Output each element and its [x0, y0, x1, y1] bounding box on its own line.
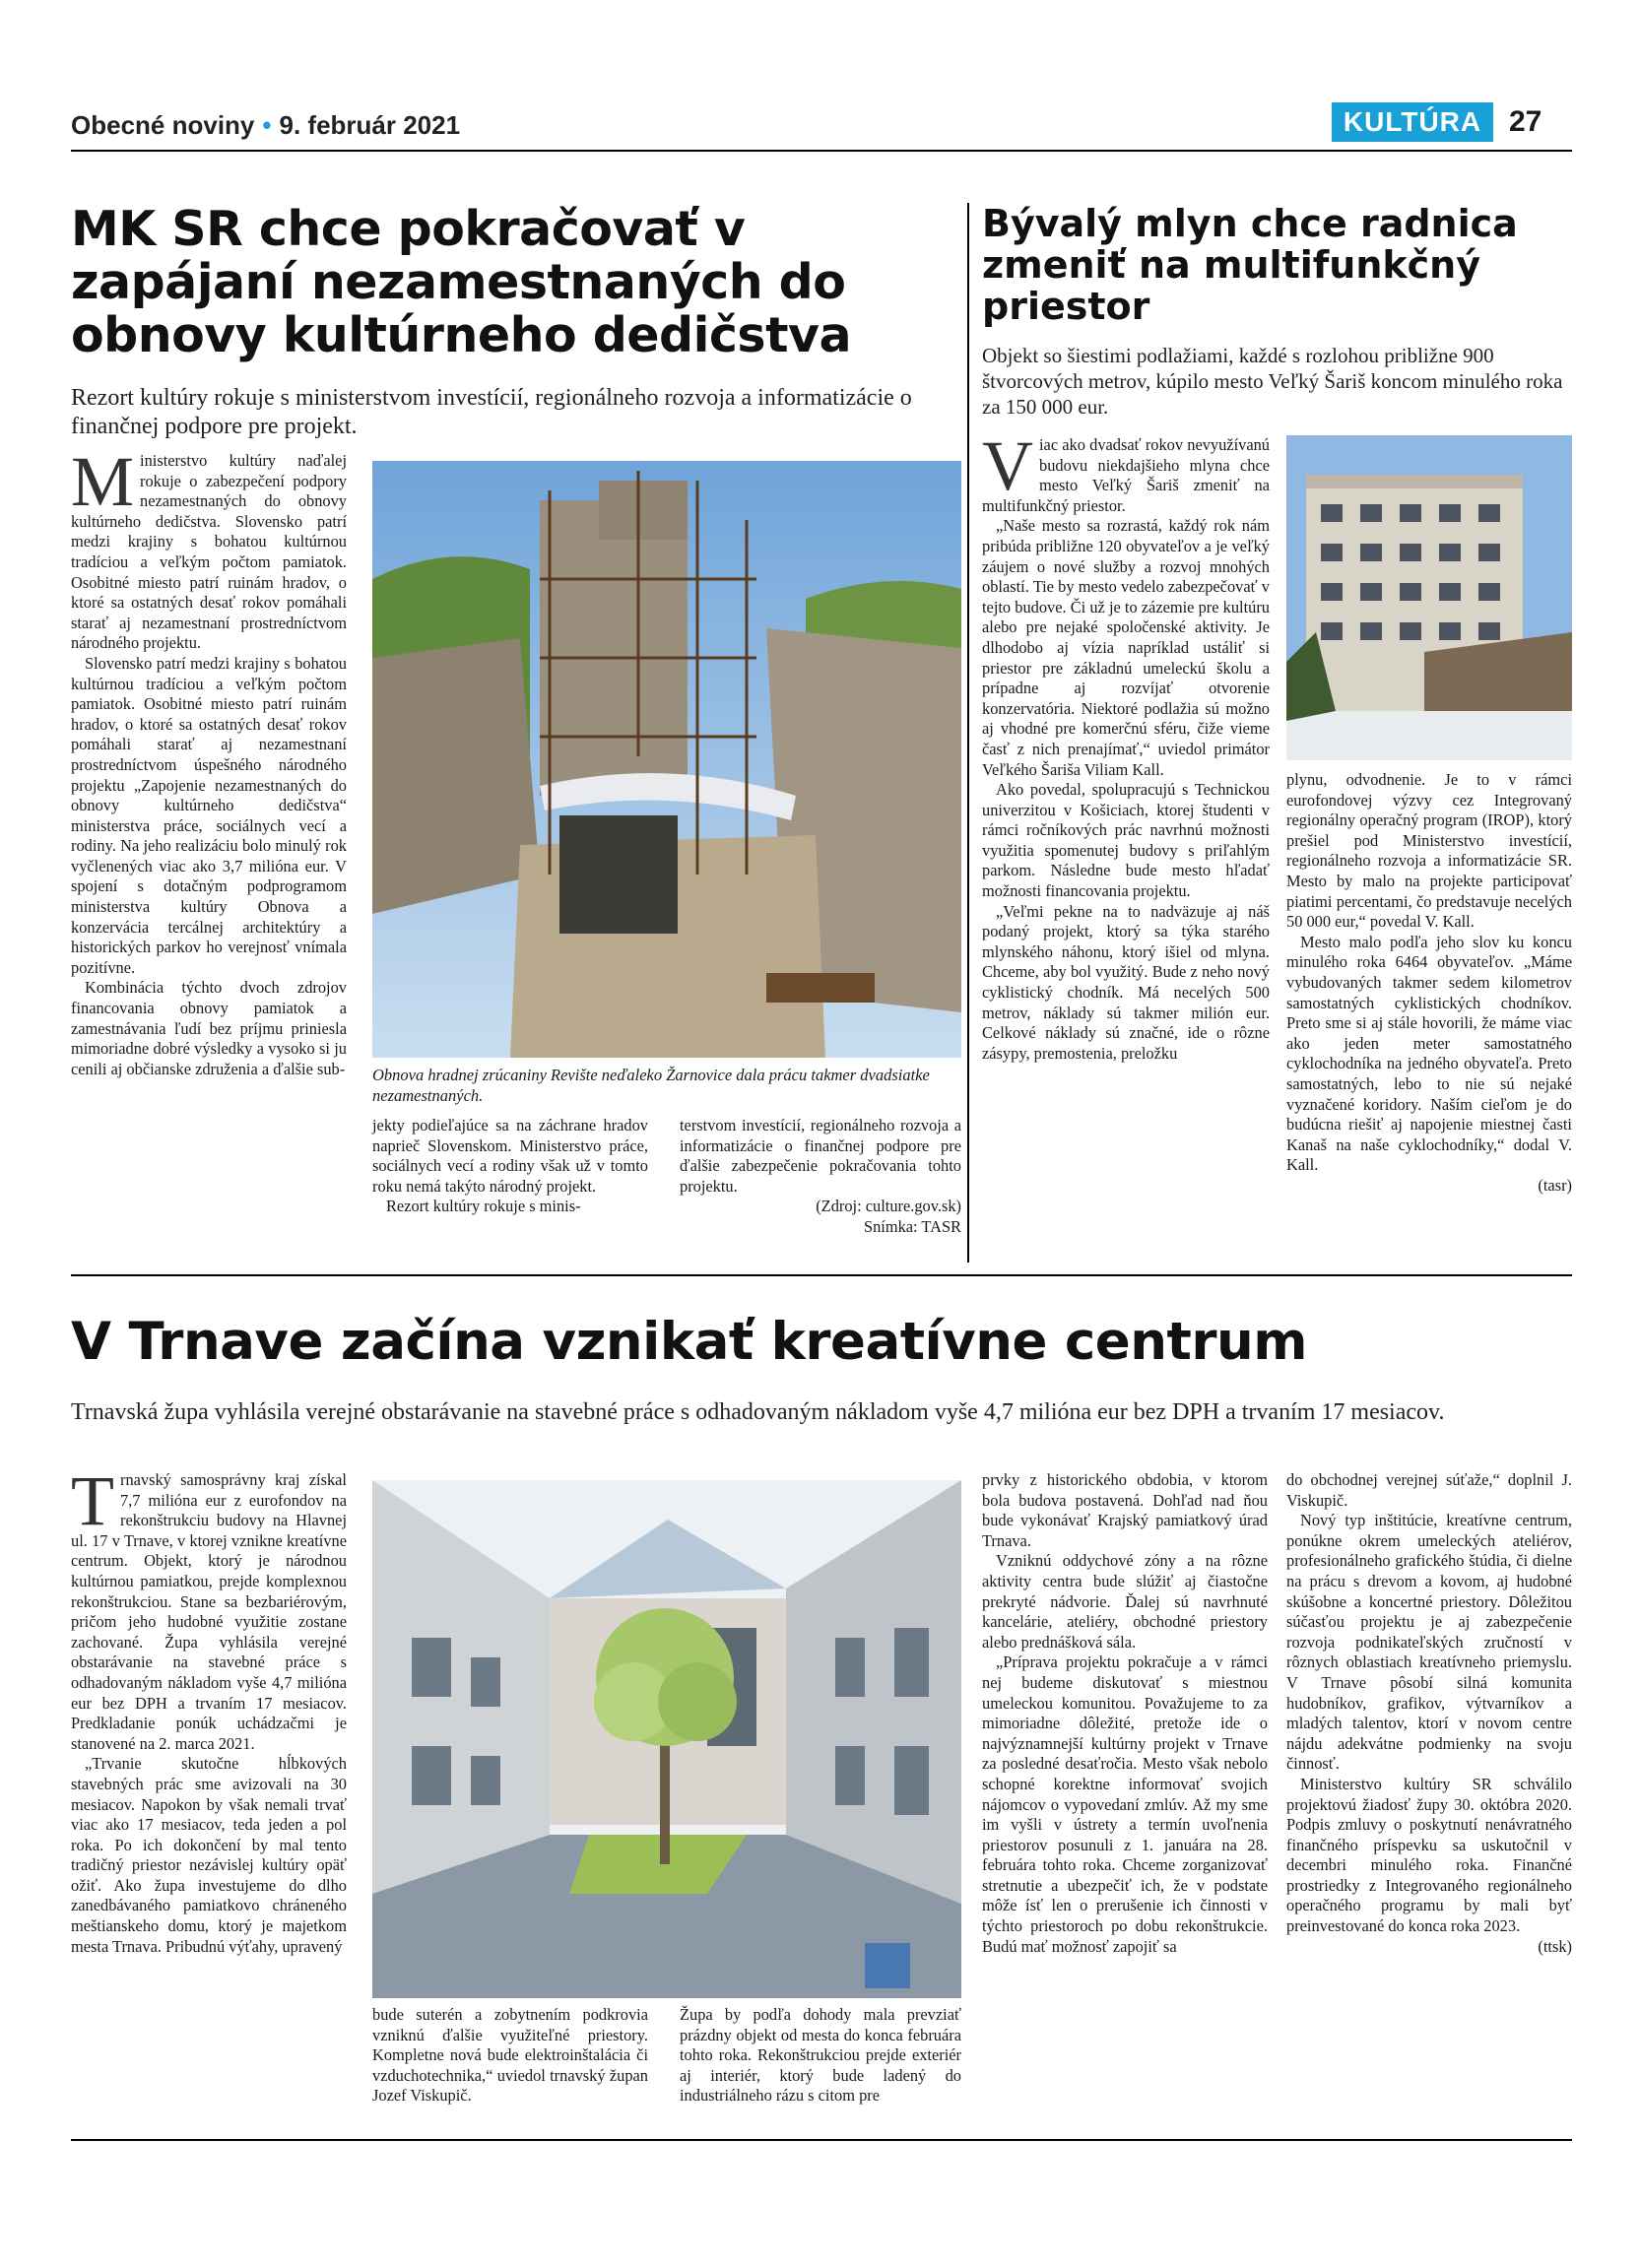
- header-rule: [71, 150, 1572, 152]
- drop-cap: M: [71, 442, 135, 521]
- article3-lead: Trnavská župa vyhlásila verejné obstarávanie na stavebné práce s odhadovaným nákladom vyše 4,7 milióna eur bez DPH a trvaním 17 mesiacov.: [71, 1399, 1445, 1425]
- article2-col2: plynu, odvodnenie. Je to v rámci eurofondovej výzvy cez Integrovaný regionálny operačný program (IROP), ktorý prešiel pod Ministerstvo investícií, regionálneho rozvoja a informatizácie SR. Mesto by malo na projekte participovať piatimi percentami, čo predstavuje necelých 50 000 eur,“ povedal V. Kall. Mesto malo podľa jeho slov ku koncu minulého roka 6464 obyvateľov. „Máme vybudovaných takmer sedem kilometrov samostatných cyklistických chodníkov. Preto sme si aj stále hovorili, že máme viac ako jeden meter samostatného cyklochodníka na jedného obyvateľa. Preto samostatných, lebo to nie sú nejaké vyznačené koridory. Naším cieľom je do budúcna riešiť aj napojenie miestnej časti Kanaš na naše cyklochodníky,“ dodal V. Kall. (tasr): [1286, 770, 1572, 1195]
- page-number: 27: [1509, 105, 1542, 138]
- article1-col1: Ministerstvo kultúry naďalej rokuje o zabezpečení podpory nezamestnaných do obnovy kultúrneho dedičstva. Slovensko patrí medzi krajiny s bohatou kultúrnou tradíciou a veľkým počtom pamiatok. Osobitné miesto patrí ruinám hradov, o ktoré sa ostatných desať rokov pomáhali starať aj nezamestnaní prostredníctvom národného projektu. Slovensko patrí medzi krajiny s bohatou kultúrnou tradíciou a veľkým počtom pamiatok. Osobitné miesto patrí ruinám hradov, o ktoré sa ostatných desať rokov pomáhali starať aj nezamestnaní prostredníctvom úspešného národného projektu „Zapojenie nezamestnaných do obnovy kultúrneho dedičstva“ ministerstva práce, sociálnych vecí a rodiny. Na jeho realizáciu bolo minulý rok vyčlenených viac ako 3,7 milióna eur. V spojení s dotačným podprogramom ministerstva kultúry Obnova a konzervácia tercálnej architektúry a historických parkov ho verejnosť vnímala pozitívne. Kombinácia týchto dvoch zdrojov financovania obnovy pamiatok a zamestnávania ľudí bez príjmu priniesla mimoriadne dobré výsledky a vysoko si ju cenili aj občianske združenia a ďalšie sub-: [71, 442, 347, 1078]
- article3-col2: bude suterén a zobytnením podkrovia vzniknú ďalšie využiteľné priestory. Kompletne nová bude elektroinštalácia či vzduchotechnika,“ uviedol trnavský župan Jozef Viskupič.: [372, 2005, 648, 2106]
- article3-title: V Trnave začína vznikať kreatívne centrum: [71, 1312, 1307, 1372]
- article1-photo-caption: Obnova hradnej zrúcaniny Revište neďaleko Žarnovice dala prácu takmer dvadsiatke nezamestnaných.: [372, 1066, 930, 1105]
- section-tag: KULTÚRA: [1332, 102, 1493, 142]
- article3-signature: (ttsk): [1538, 1936, 1572, 1956]
- footer-rule: [71, 2139, 1572, 2141]
- article1-source: (Zdroj: culture.gov.sk): [816, 1197, 961, 1216]
- article-separator: [71, 1274, 1572, 1276]
- castle-ruin-photo: [372, 461, 961, 1058]
- article2-signature: (tasr): [1538, 1175, 1572, 1195]
- article1-lead: Rezort kultúry rokuje s ministerstvom investícií, regionálneho rozvoja a informatizácie o finančnej podpore pre projekt.: [71, 385, 912, 439]
- mill-building-photo: [1286, 435, 1572, 760]
- issue-date: 9. február 2021: [279, 110, 461, 140]
- drop-cap: V: [982, 426, 1033, 505]
- article1-photo-credit: Snímka: TASR: [863, 1216, 961, 1236]
- article2-col1: Viac ako dvadsať rokov nevyužívanú budovu niekdajšieho mlyna chce mesto Veľký Šariš zmeniť na multifunkčný priestor. „Naše mesto sa rozrastá, každý rok nám pribúda približne 120 obyvateľov a je veľký záujem o nové služby a rozvoj mnohých oblastí. Tie by mesto vedelo zabezpečovať v tejto budove. Či už je to zázemie pre kultúru alebo pre nejaké spoločenské aktivity. Je dlhodobo aj vízia napríklad ustáliť si priestor pre základnú umeleckú školu a prípadne aj rozvíjať otvorenie konzervatória. Niektoré podlažia sú možno aj vhodné pre komerčnú sféru, čiže vieme časť z nich prenajímať,“ uviedol primátor Veľkého Šariša Viliam Kall. Ako povedal, spolupracujú s Technickou univerzitou v Košiciach, ktorej študenti v rámci ročníkových prác navrhnú možnosti využitia spomenutej budovy s priľahlým parkom. Následne bude mesto hľadať možnosti financovania projektu. „Veľmi pekne na to nadväzuje aj náš podaný projekt, ktorý sa týka starého mlynského náhonu, ktorý išiel od mlyna. Chceme, aby bol využitý. Bude z neho nový cyklistický chodník. Má necelých 500 metrov, náklady sú takmer milión eur. Celkové náklady sú značné, ide o rôzne zásypy, premostenia, preložku: [982, 426, 1270, 1063]
- article1-col2: jekty podieľajúce sa na záchrane hradov naprieč Slovenskom. Ministerstvo práce, sociálnych vecí a rodiny však už v tomto roku nemá takýto národný projekt. Rezort kultúry rokuje s minis-: [372, 1116, 648, 1216]
- article2-title: Bývalý mlyn chce radnica zmeniť na multifunkčný priestor: [982, 202, 1518, 328]
- masthead: [71, 110, 460, 141]
- article2-lead: Objekt so šiestimi podlažiami, každé s rozlohou približne 900 štvorcových metrov, kúpilo mesto Veľký Šariš koncom minulého roka za 150 000 eur.: [982, 344, 1563, 419]
- article3-col5: do obchodnej verejnej súťaže,“ doplnil J. Viskupič. Nový typ inštitúcie, kreatívne centrum, ponúkne okrem umeleckých ateliérov, profesionálneho grafického štúdia, či dielne na prácu s drevom a kovom, aj hudobné skúšobne a koncertné priestory. Dôležitou súčasťou projektu je aj zabezpečenie rozvoja podnikateľských zručností v rôznych oblastiach kreatívneho priemyslu. V Trnave pôsobí silná komunita hudobníkov, grafikov, výtvarníkov a mladých talentov, ktorí v novom centre nájdu adekvátne podmienky na svoju činnosť. Ministerstvo kultúry SR schválilo projektovú žiadosť župy 30. októbra 2020. Podpis zmluvy o poskytnutí nenávratného finančného príspevku sa uskutočnil v decembri minulého roka. Finančné prostriedky z Integrovaného regionálneho operačného programu by mali byť preinvestované do konca roka 2023. (ttsk): [1286, 1470, 1572, 1956]
- article1-title: MK SR chce pokračovať v zapájaní nezamestnaných do obnovy kultúrneho dedičstva: [71, 201, 852, 363]
- drop-cap: T: [71, 1461, 114, 1540]
- article3-col4: prvky z historického obdobia, v ktorom bola budova postavená. Dohľad nad ňou bude vykonávať Krajský pamiatkový úrad Trnava. Vzniknú oddychové zóny a na rôzne aktivity centra bude slúžiť aj čiastočne prekryté nádvorie. Ďalej sú navrhnuté kancelárie, ateliéry, obchodné priestory alebo prednášková sála. „Príprava projektu pokračuje a v rámci nej budeme diskutovať s miestnou umeleckou komunitou. Považujeme to za mimoriadne dôležité, pretože ide o najvýznamnejší kultúrny projekt v Trnave za posledné desaťročia. Mesto však nebolo schopné korektne informovať svojich nájomcov o vypovedaní zmlúv. Až my sme im vyšli v ústrety a termín uvoľnenia priestorov posunuli z 1. januára na 28. februára tohto roka. Chceme zorganizovať stretnutie a ubezpečiť ich, že v podstate môže ísť len o prerušenie ich činnosti v týchto priestoroch po dobu rekonštrukcie. Budú mať možnosť zapojiť sa: [982, 1470, 1268, 1956]
- article1-col3: terstvom investícií, regionálneho rozvoja a informatizácie o finančnej podpore pre ďalšie zabezpečenie pokračovania tohto projektu. (Zdroj: culture.gov.sk) Snímka: TASR: [680, 1116, 961, 1236]
- courtyard-rendering: [372, 1480, 961, 1998]
- separator-dot-icon: •: [262, 110, 272, 140]
- article3-col1: Trnavský samosprávny kraj získal 7,7 milióna eur z eurofondov na rekonštrukciu budovy na Hlavnej ul. 17 v Trnave, v ktorej vznikne kreatívne centrum. Objekt, ktorý je národnou kultúrnou pamiatkou, prejde komplexnou rekonštrukciou. Stane sa bezbariérovým, pričom jeho hudobné využitie zostane zachované. Župa vyhlásila verejné obstarávanie na stavebné práce s odhadovaným nákladom vyše 4,7 milióna eur bez DPH a trvaním 17 mesiacov. Predkladanie ponúk uchádzačmi je stanovené na 2. marca 2021. „Trvanie skutočne hĺbkových stavebných prác sme avizovali na 30 mesiacov. Napokon by však nemali trvať viac ako 17 mesiacov, teda jeden a pol roka. Po ich dokončení by mal tento tradičný priestor nezávislej kultúry opäť ožiť. Ako župa investujeme do dlho zanedbávaného pamiatkovo chráneného meštianskeho domu, ktorý je majetkom mesta Trnava. Pribudnú výťahy, upravený: [71, 1461, 347, 1956]
- article3-col3: Župa by podľa dohody mala prevziať prázdny objekt od mesta do konca februára tohto roka. Rekonštrukciou prejde exteriér aj interiér, ktorý bude ladený do industriálneho rázu s citom pre: [680, 2005, 961, 2106]
- column-divider: [967, 203, 969, 1263]
- publication-name: Obecné noviny: [71, 110, 255, 140]
